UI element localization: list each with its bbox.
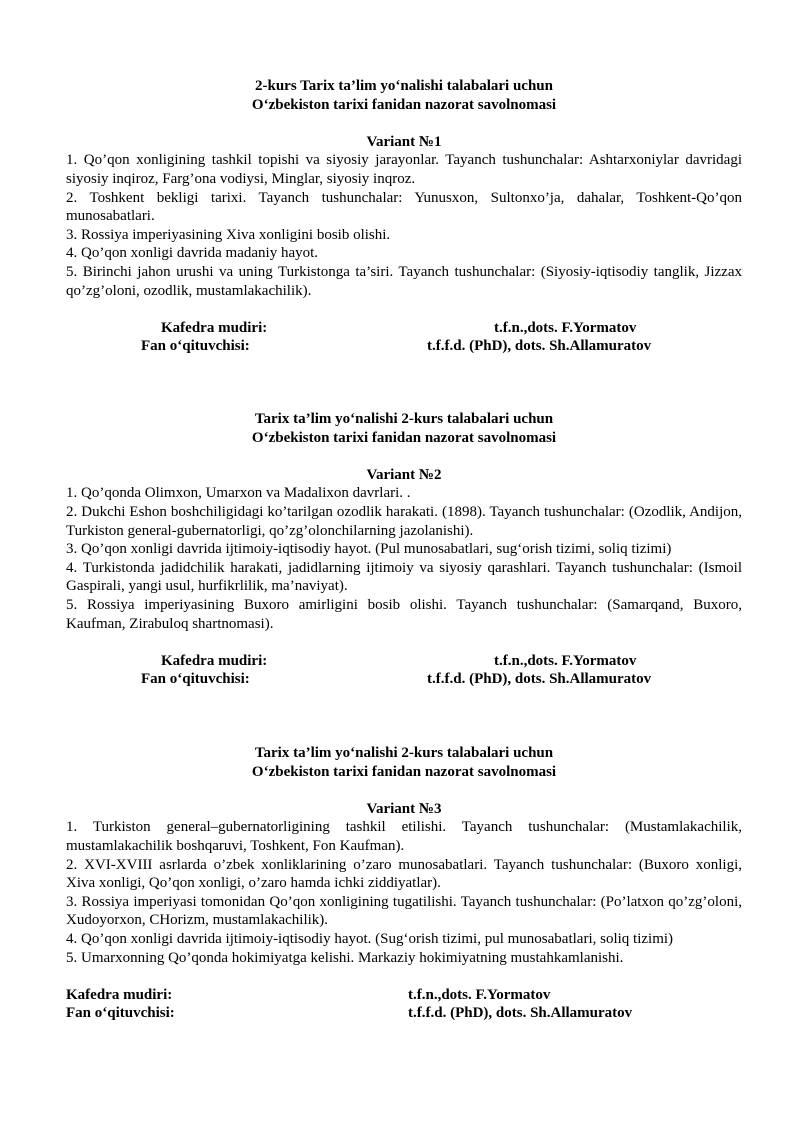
question-item: 5. Umarxonning Qo’qonda hokimiyatga kelishi. Markaziy hokimiyatning mustahkamlanishi. (66, 949, 624, 966)
teacher-name: t.f.f.d. (PhD), dots. Sh.Allamuratov (408, 1005, 633, 1022)
question-item: 3. Rossiya imperiyasi tomonidan Qo’qon xonligining tugatilishi. Tayanch tushunchalar: (Po’latxon qo’zg’oloni, Xudoyorxon, CHorizm, mustamlakachilik). (66, 893, 742, 929)
teacher-name: t.f.f.d. (PhD), dots. Sh.Allamuratov (427, 338, 652, 355)
question-list (66, 484, 742, 633)
document-title: 2-kurs Tarix ta’lim yo‘nalishi talabalari uchun (255, 78, 553, 94)
variant-heading: Variant №1 (366, 133, 442, 150)
signature-block (66, 319, 742, 356)
document-title: Tarix ta’lim yo‘nalishi 2-kurs talabalari uchun (254, 745, 554, 761)
question-item: 2. Dukchi Eshon boshchiligidagi ko’tarilgan ozodlik harakati. (1898). Tayanch tushunchalar: (Ozodlik, Andijon, Turkiston general-gubernatorligi, qo’zg’olonchilarning jazolanishi). (66, 503, 742, 539)
question-item: 3. Qo’qon xonligi davrida ijtimoiy-iqtisodiy hayot. (Pul munosabatlari, sug‘orish tizimi, soliq tizimi) (66, 541, 672, 558)
question-item: 2. XVI-XVIII asrlarda o’zbek xonliklarining o’zaro munosabatlari. Tayanch tushunchalar: (Buxoro xonligi, Xiva xonligi, Qo’qon xonligi, o’zaro hamda ichki ziddiyatlar). (66, 856, 742, 892)
question-item: 4. Turkistonda jadidchilik harakati, jadidlarning ijtimoiy va siyosiy qarashlari. Tayanch tushunchalar: (Ismoil Gaspirali, yangi usul, hurfikrlilik, ma’naviyat). (66, 559, 742, 595)
teacher-label: Fan o‘qituvchisi: (141, 338, 250, 355)
teacher-label: Fan o‘qituvchisi: (66, 1005, 175, 1022)
document-subtitle: O‘zbekiston tarixi fanidan nazorat savolnomasi (251, 763, 557, 780)
question-item: 1. Qo’qonda Olimxon, Umarxon va Madalixon davrlari. . (66, 485, 411, 502)
signature-block (66, 986, 742, 1023)
question-item: 3. Rossiya imperiyasining Xiva xonligini bosib olishi. (66, 226, 391, 243)
question-item: 5. Rossiya imperiyasining Buxoro amirligini bosib olishi. Tayanch tushunchalar: (Samarqand, Buxoro, Kaufman, Zirabuloq shartnomasi). (66, 596, 742, 632)
department-head-label: Kafedra mudiri: (161, 652, 268, 669)
question-item: 1. Qo’qon xonligining tashkil topishi va siyosiy jarayonlar. Tayanch tushunchalar: Ashtarxoniylar davridagi siyosiy inqiroz, Farg’ona vodiysi, Minglar, siyosiy inqroz. (66, 152, 742, 187)
question-list (66, 818, 742, 967)
teacher-label: Fan o‘qituvchisi: (141, 671, 250, 688)
department-head-name: t.f.n.,dots. F.Yormatov (494, 652, 637, 669)
department-head-label: Kafedra mudiri: (161, 319, 268, 336)
variant-section-1 (66, 77, 742, 356)
signature-block (66, 652, 742, 689)
question-item: 1. Turkiston general–gubernatorligining tashkil etilishi. Tayanch tushunchalar: (Mustamlakachilik, mustamlakachilik boshqaruvi, Toshkent, Fon Kaufman). (66, 819, 742, 854)
variant-section-2 (66, 410, 742, 689)
document-title: Tarix ta’lim yo‘nalishi 2-kurs talabalari uchun (254, 411, 554, 427)
teacher-name: t.f.f.d. (PhD), dots. Sh.Allamuratov (427, 671, 652, 688)
variant-heading: Variant №3 (366, 800, 442, 817)
variant-section-3 (66, 744, 742, 1023)
question-item: 2. Toshkent bekligi tarixi. Tayanch tushunchalar: Yunusxon, Sultonxo’ja, dahalar, Toshkent-Qo’qon munosabatlari. (66, 189, 742, 225)
question-item: 4. Qo’qon xonligi davrida madaniy hayot. (66, 245, 319, 262)
question-item: 4. Qo’qon xonligi davrida ijtimoiy-iqtisodiy hayot. (Sug‘orish tizimi, pul munosabatlari, soliq tizimi) (66, 930, 674, 947)
question-list (66, 151, 742, 300)
department-head-label: Kafedra mudiri: (66, 986, 173, 1003)
department-head-name: t.f.n.,dots. F.Yormatov (494, 319, 637, 336)
department-head-name: t.f.n.,dots. F.Yormatov (408, 986, 551, 1003)
variant-heading: Variant №2 (366, 466, 442, 483)
document-subtitle: O‘zbekiston tarixi fanidan nazorat savolnomasi (251, 96, 557, 113)
document-subtitle: O‘zbekiston tarixi fanidan nazorat savolnomasi (251, 429, 557, 446)
question-item: 5. Birinchi jahon urushi va uning Turkistonga ta’siri. Tayanch tushunchalar: (Siyosiy-iqtisodiy tanglik, Jizzax qo’zg’oloni, ozodlik, mustamlakachilik). (66, 263, 742, 299)
